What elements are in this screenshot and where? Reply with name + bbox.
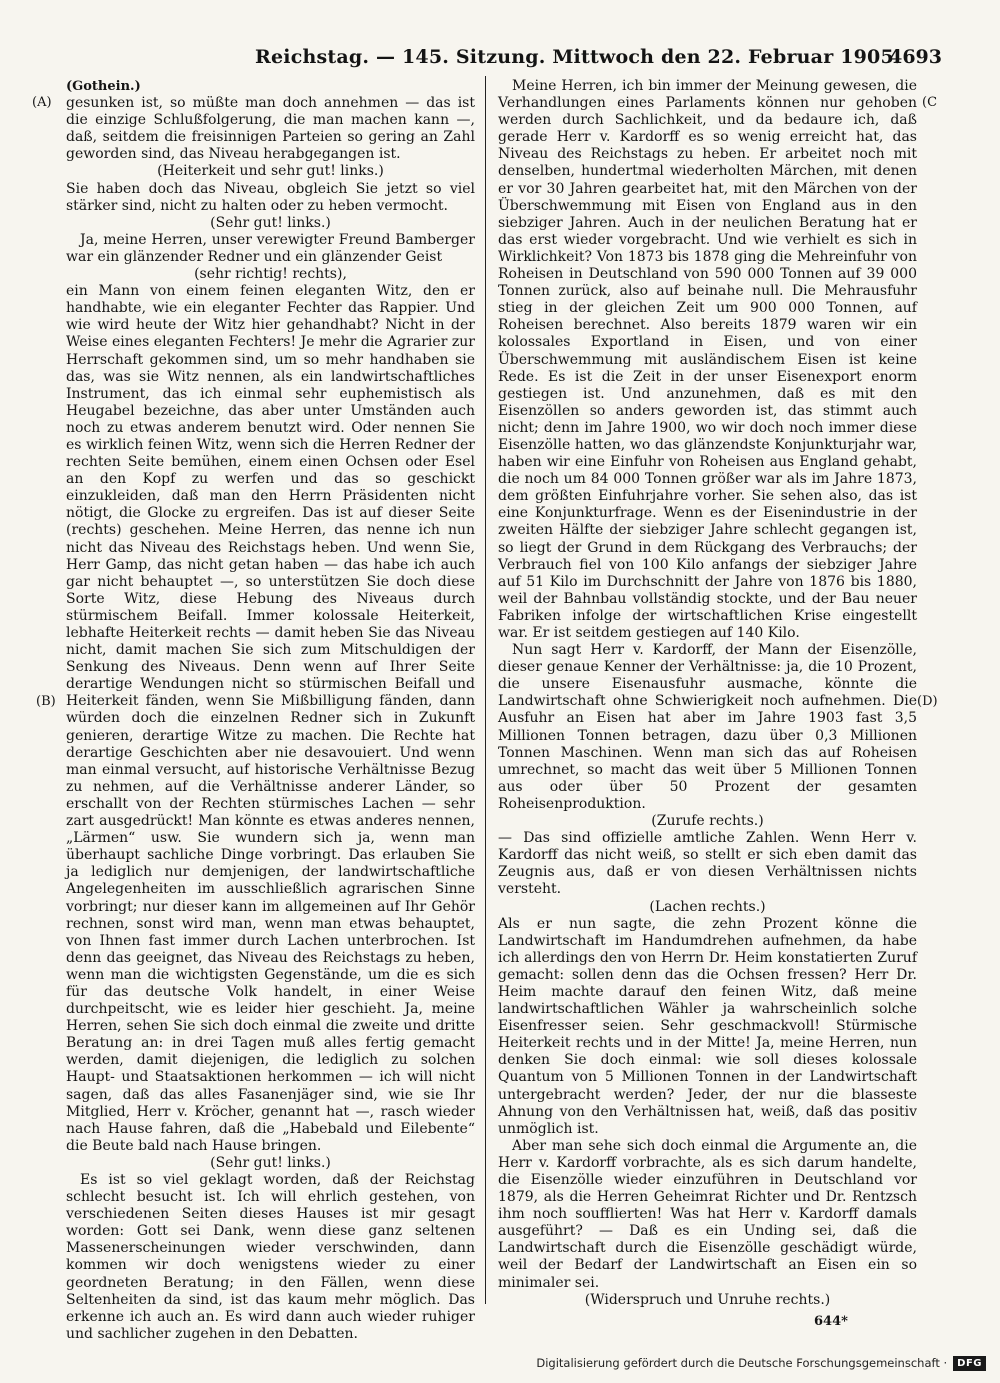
text-paragraph: Meine Herren, ich bin immer der Meinung gewesen, die Verhandlungen eines Parlaments können nur gehoben werden durch Sachlichkeit, und da bedaure ich, daß gerade Herr v. Kardorff es so wenig erreicht hat, das Niveau des Reichstags zu heben. Er arbeitet noch mit denselben, hundertmal wiederholten Märchen, mit denen er vor 30 Jahren gearbeitet hat, mit den Märchen von der Überschwemmung mit Eisen von England aus in den siebziger Jahren. Auch in der neulichen Beratung hat er das erst wieder vorgebracht. Und wie verhielt es sich in Wirklichkeit? Von 1873 bis 1878 ging die Mehreinfuhr von Roheisen in Deutschland von 590 000 Tonnen auf 39 000 Tonnen zurück, also auf beinahe null. Die Mehrausfuhr stieg in der gleichen Zeit um 900 000 Tonnen, auf Roheisen berechnet. Also bereits 1879 waren wir ein kolossales Exportland in Eisen, und von einer Überschwemmung mit ausländischem Eisen ist keine Rede. Es ist die Zeit in der unser Eisenexport enorm gestiegen ist. Und anzunehmen, daß es mit den Eisenzöllen so anders geworden ist, das stimmt auch nicht; denn im Jahre 1900, wo wir doch noch immer diese Eisenzölle hatten, wo das glänzendste Konjunkturjahr war, haben wir eine Einfuhr von Roheisen aus England gehabt, die noch um 84 000 Tonnen größer war als im Jahre 1873, dem größten Einfuhrjahre vorher. Sie sehen also, das ist eine Konjunkturfrage. Wenn es der Eisenindustrie in der zweiten Hälfte der siebziger Jahre schlecht gegangen ist, so liegt der Grund in dem Rückgang des Verbrauchs; der Verbrauch fiel von 100 Kilo anfangs der siebziger Jahre auf 51 Kilo im Durchschnitt der Jahre von 1876 bis 1880, weil der Bahnbau vollständig stockte, und der Bau neuer Fabriken infolge der wirtschaftlichen Krise eingestellt war. Er ist seitdem gestiegen auf 140 Kilo. [498, 78, 917, 641]
footer [536, 1353, 986, 1373]
dfg-logo: DFG [953, 1356, 986, 1371]
column-divider [485, 76, 486, 1304]
interjection: (Sehr gut! links.) [210, 214, 331, 231]
left-column [66, 78, 475, 1342]
margin-marker-c: (C [922, 95, 938, 110]
text-paragraph: — Das sind offizielle amtliche Zahlen. Wenn Herr v. Kardorff das nicht weiß, so stellt er sich eben damit das Zeugnis aus, daß er von diesen Verhältnissen nichts versteht. [498, 830, 917, 898]
text-paragraph: Nun sagt Herr v. Kardorff, der Mann der Eisenzölle, dieser genaue Kenner der Verhältnisse: ja, die 10 Prozent, die unsere Eisenausfuhr ausmache, könnte die Landwirtschaft ohne Schwierigkeit noch aufnehmen. Die Ausfuhr an Eisen hat aber im Jahre 1903 fast 3,5 Millionen Tonnen betragen, dazu über 0,3 Millionen Tonnen Maschinen. Wenn man sich das auf Roheisen umrechnet, so macht das weit über 5 Millionen Tonnen aus oder über 50 Prozent der gesamten Roheisenproduktion. [498, 642, 917, 812]
interjection: (Heiterkeit und sehr gut! links.) [157, 163, 384, 180]
running-title: Reichstag. — 145. Sitzung. Mittwoch den 22. Februar 1905. [255, 46, 901, 68]
margin-marker-a: (A) [32, 95, 52, 110]
text-paragraph: gesunken ist, so müßte man doch annehmen — das ist die einzige Schlußfolgerung, die man machen kann —, daß, seitdem die freisinnigen Parteien so gering an Zahl geworden sind, das Niveau herabgegangen ist. [66, 95, 475, 163]
text-paragraph: Als er nun sagte, die zehn Prozent könne die Landwirtschaft im Handumdrehen aufnehmen, da habe ich allerdings den von Herrn Dr. Heim konstatierten Zuruf gemacht: sollen denn das die Ochsen fressen? Herr Dr. Heim machte darauf den feinen Witz, daß meine landwirtschaftlichen Wähler ja wahrscheinlich solche Eisenfresser seien. Sehr geschmackvoll! Stürmische Heiterkeit rechts und in der Mitte! Ja, meine Herren, nun denken Sie doch einmal: wie soll dieses kolossale Quantum von 5 Millionen Tonnen in der Landwirtschaft untergebracht werden? Jeder, der nur die blasseste Ahnung von den Verhältnissen hat, weiß, daß das positiv unmöglich ist. [498, 915, 917, 1137]
interjection: (Sehr gut! links.) [210, 1154, 331, 1171]
interjection: (Lachen rechts.) [649, 898, 766, 915]
signature-mark: 644* [814, 1314, 848, 1329]
text-paragraph: Aber man sehe sich doch einmal die Argumente an, die Herr v. Kardorff vorbrachte, als es sich darum handelte, die Eisenzölle wieder einzuführen in Deutschland vor 1879, als die Herren Geheimrat Richter und Dr. Rentzsch ihm noch soufflierten! Was hat Herr v. Kardorff damals ausgeführt? — Daß es ein Unding sei, daß die Landwirtschaft durch die Eisenzölle geschädigt würde, weil der Bedarf der Landwirtschaft an Eisen ein so minimaler sei. [498, 1137, 917, 1291]
interjection: (Widerspruch und Unruhe rechts.) [584, 1291, 831, 1308]
text-paragraph: ein Mann von einem feinen eleganten Witz, den er handhabte, wie ein eleganter Fechter das Rappier. Und wie wird heute der Witz hier gehandhabt? Nicht in der Weise eines eleganten Fechters! Je mehr die Agrarier zur Herrschaft gekommen sind, um so mehr handhaben sie das, was sie Witz nennen, als ein landwirtschaftliches Instrument, das ich einmal sehr euphemistisch als Heugabel bezeichne, das aber unter Umständen auch noch zu etwas anderem benutzt wird. Oder nennen Sie es wirklich feinen Witz, wenn sich die Herren Redner der rechten Seite bemühen, einem einen Ochsen oder Esel an den Kopf zu werfen und das so geschickt einzukleiden, daß man den Herrn Präsidenten nicht nötigt, die Glocke zu ergreifen. Das ist auf dieser Seite (rechts) geschehen. Meine Herren, das nenne ich nun nicht das Niveau des Reichstags heben. Und wenn Sie, Herr Gamp, das nicht getan haben — das habe ich auch gar nicht behauptet —, so unterstützen Sie doch diese Sorte Witz, diese Hebung des Niveaus durch stürmischem Beifall. Immer kolossale Heiterkeit, lebhafte Heiterkeit rechts — damit heben Sie das Niveau nicht, damit machen Sie sich zum Mitschuldigen der Senkung des Niveaus. Denn wenn auf Ihrer Seite derartige Wendungen nicht so stürmischen Beifall und Heiterkeit fänden, wenn Sie Mißbilligung fänden, dann würden doch die einzelnen Redner sich in Zukunft genieren, derartige Witze zu machen. Die Rechte hat derartige Geschichten aber nie desavouiert. Und wenn man einmal versucht, auf historische Verhältnisse Bezug zu nehmen, auf die Verhältnisse anderer Länder, so erschallt von der Rechten stürmisches Lachen — sehr zart ausgedrückt! Man könnte es etwas anderes nennen, „Lärmen“ usw. Sie wundern sich ja, wenn man überhaupt sachliche Dinge vorbringt. Das erlauben Sie ja lediglich nur demjenigen, der landwirtschaftliche Angelegenheiten im ausschließlich agrarischen Sinne vorbringt; nur dieser kann im allgemeinen auf Ihr Gehör rechnen, sonst wird man, wenn man etwas behauptet, von Ihnen fast immer durch Lachen unterbrochen. Ist denn das geeignet, das Niveau des Reichstags zu heben, wenn man die wichtigsten Gegenstände, um die es sich für das deutsche Volk handelt, in einer Weise durchpeitscht, wie es leider hier geschieht. Ja, meine Herren, sehen Sie sich doch einmal die zweite und dritte Beratung an: in drei Tagen muß alles fertig gemacht werden, damit diejenigen, die lediglich zu solchen Haupt- und Staatsaktionen herkommen — ich will nicht sagen, daß das alles Fasanenjäger sind, wie sie Ihr Mitglied, Herr v. Kröcher, genannt hat —, rasch wieder nach Hause fahren, daß die „Habebald und Eilebente“ die Beute bald nach Hause bringen. [66, 283, 475, 1154]
text-paragraph: Es ist so viel geklagt worden, daß der Reichstag schlecht besucht ist. Ich will ehrlich gestehen, von verschiedenen Seiten dieses Hauses ist mir gesagt worden: Gott sei Dank, wenn diese ganz seltenen Massenerscheinungen wieder verschwinden, dann kommen wir doch wenigstens wieder zu einer geordneten Beratung; in den Fällen, wenn diese Seltenheiten da sind, ist das kaum mehr möglich. Das erkenne ich auch an. Es wird dann auch wieder ruhiger und sachlicher zugehen in den Debatten. [66, 1172, 475, 1342]
text-paragraph: Ja, meine Herren, unser verewigter Freund Bamberger war ein glänzender Redner und ein glänzender Geist [66, 231, 475, 265]
margin-marker-b: (B) [36, 694, 56, 709]
page-number: 4693 [889, 46, 942, 68]
right-column [498, 78, 917, 1323]
speaker-label: (Gothein.) [66, 79, 141, 94]
interjection: (Zurufe rechts.) [651, 813, 764, 830]
interjection: (sehr richtig! rechts), [194, 266, 347, 283]
text-paragraph: Sie haben doch das Niveau, obgleich Sie jetzt so viel stärker sind, nicht zu halten oder zu heben vermocht. [66, 180, 475, 214]
margin-marker-d: (D) [917, 694, 938, 709]
page-header [60, 42, 940, 72]
footer-credit: Digitalisierung gefördert durch die Deutsche Forschungsgemeinschaft · [536, 1356, 948, 1370]
